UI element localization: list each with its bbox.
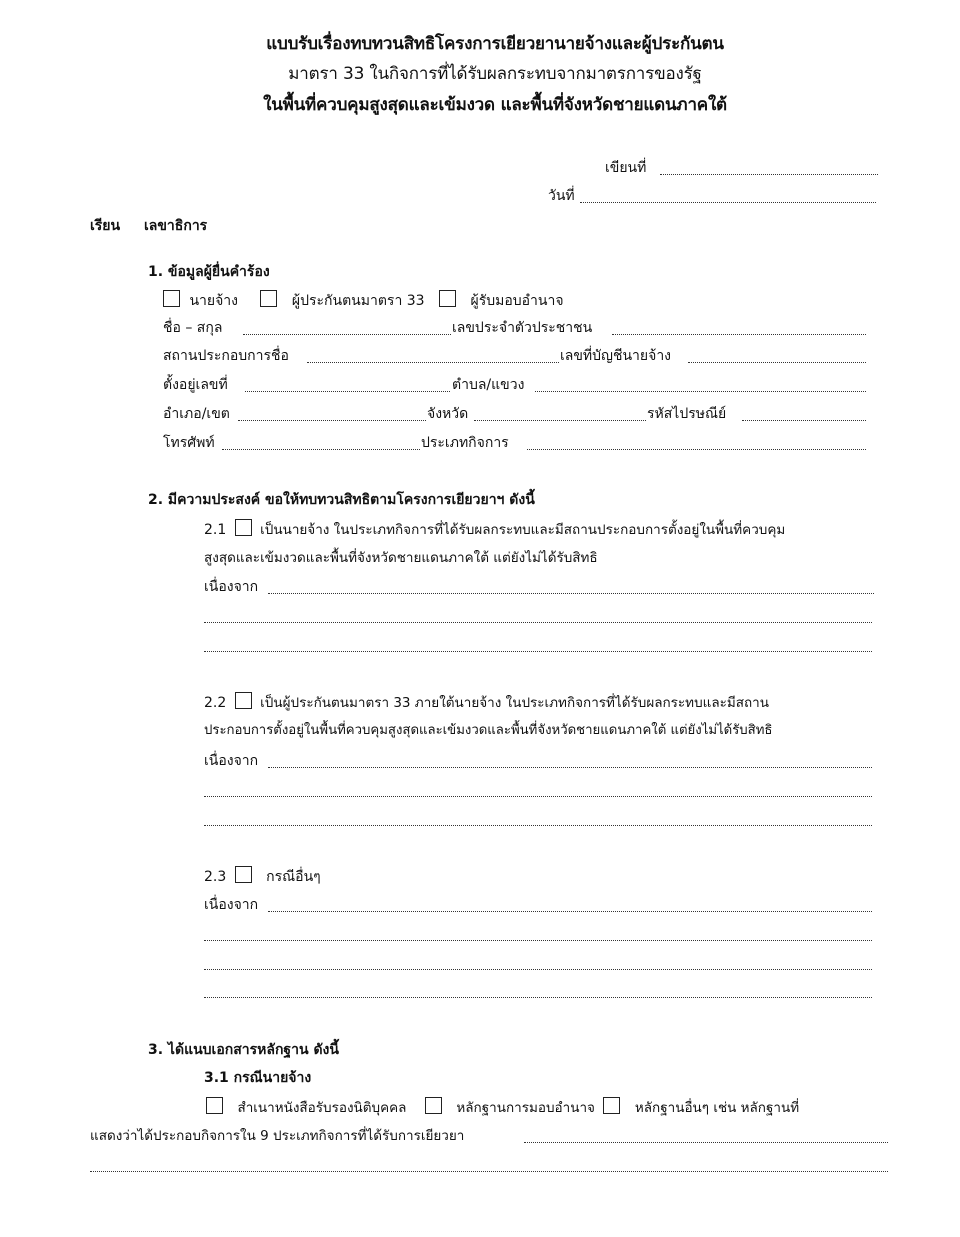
document-other-evidence-label: หลักฐานอื่นๆ เช่น หลักฐานที่	[634, 1100, 800, 1116]
date-label: วันที่	[548, 188, 575, 204]
checkbox-insured-section-33[interactable]	[260, 290, 277, 307]
business-name-input[interactable]	[307, 362, 559, 363]
option-2-2-number: 2.2	[204, 695, 227, 711]
section-2-heading: 2. มีความประสงค์ ขอให้ทบทวนสิทธิตามโครงการเยียวยาฯ ดังนี้	[148, 492, 535, 508]
option-2-1-reason-input-3[interactable]	[204, 651, 872, 652]
checkbox-authorized-representative[interactable]	[439, 290, 456, 307]
form-title-line-1: แบบรับเรื่องทบทวนสิทธิโครงการเยียวยานายจ้างและผู้ประกันตน	[266, 34, 724, 54]
salutation-label: เรียน	[90, 218, 121, 234]
subdistrict-input[interactable]	[535, 391, 866, 392]
postcode-input[interactable]	[742, 420, 866, 421]
address-number-input[interactable]	[245, 391, 450, 392]
written-at-field	[605, 158, 646, 178]
name-label: ชื่อ – สกุล	[163, 320, 223, 336]
applicant-type-insured-label: ผู้ประกันตนมาตรา 33	[291, 293, 425, 309]
checkbox-option-2-2[interactable]	[235, 692, 252, 709]
other-evidence-input-1[interactable]	[524, 1142, 888, 1143]
salutation-recipient: เลขาธิการ	[144, 218, 208, 234]
option-2-1-because-label: เนื่องจาก	[204, 579, 259, 595]
date-field	[548, 186, 575, 206]
checkbox-company-certificate[interactable]	[206, 1097, 223, 1114]
section-1-heading: 1. ข้อมูลผู้ยื่นคำร้อง	[148, 264, 270, 280]
checkbox-other-evidence[interactable]	[603, 1097, 620, 1114]
form-title-line-3: ในพื้นที่ควบคุมสูงสุดและเข้มงวด และพื้นที่จังหวัดชายแดนภาคใต้	[263, 95, 727, 115]
document-power-of-attorney-label: หลักฐานการมอบอำนาจ	[456, 1100, 595, 1116]
citizen-id-input[interactable]	[612, 334, 866, 335]
option-2-2-because-label: เนื่องจาก	[204, 753, 259, 769]
option-2-3-reason-input-1[interactable]	[268, 911, 872, 912]
employer-account-input[interactable]	[688, 362, 866, 363]
business-type-input[interactable]	[527, 449, 866, 450]
option-2-3-text: กรณีอื่นๆ	[266, 869, 321, 885]
applicant-type-employer-label: นายจ้าง	[189, 293, 238, 309]
address-number-label: ตั้งอยู่เลขที่	[163, 377, 228, 393]
postcode-label: รหัสไปรษณีย์	[647, 406, 727, 422]
option-2-1-reason-input-1[interactable]	[268, 593, 874, 594]
option-2-3-number: 2.3	[204, 869, 227, 885]
employer-documents-continuation: แสดงว่าได้ประกอบกิจการใน 9 ประเภทกิจการที่ได้รับการเยียวยา	[90, 1128, 465, 1144]
province-input[interactable]	[474, 420, 646, 421]
option-2-3-row	[204, 866, 321, 887]
applicant-type-row	[163, 290, 564, 311]
checkbox-employer[interactable]	[163, 290, 180, 307]
phone-input[interactable]	[222, 449, 420, 450]
option-2-2-row	[204, 692, 769, 713]
option-2-2-text-continued: ประกอบการตั้งอยู่ในพื้นที่ควบคุมสูงสุดและเข้มงวดและพื้นที่จังหวัดชายแดนภาคใต้ แต่ยังไม่ได้รับสิทธิ	[204, 723, 773, 738]
checkbox-option-2-3[interactable]	[235, 866, 252, 883]
other-evidence-input-2[interactable]	[90, 1171, 888, 1172]
document-company-certificate-label: สำเนาหนังสือรับรองนิติบุคคล	[237, 1100, 407, 1116]
checkbox-power-of-attorney[interactable]	[425, 1097, 442, 1114]
written-at-input[interactable]	[660, 174, 878, 175]
option-2-1-text-continued: สูงสุดและเข้มงวดและพื้นที่จังหวัดชายแดนภาคใต้ แต่ยังไม่ได้รับสิทธิ	[204, 550, 598, 566]
section-3-heading: 3. ได้แนบเอกสารหลักฐาน ดังนี้	[148, 1042, 339, 1058]
district-input[interactable]	[238, 420, 426, 421]
option-2-2-reason-input-2[interactable]	[204, 796, 872, 797]
section-3-1-heading: 3.1 กรณีนายจ้าง	[204, 1070, 312, 1086]
business-type-label: ประเภทกิจการ	[421, 435, 509, 451]
date-input[interactable]	[580, 202, 876, 203]
option-2-1-reason-input-2[interactable]	[204, 622, 872, 623]
employer-account-label: เลขที่บัญชีนายจ้าง	[560, 348, 672, 364]
business-name-label: สถานประกอบการชื่อ	[163, 348, 289, 364]
option-2-3-because-label: เนื่องจาก	[204, 897, 259, 913]
checkbox-option-2-1[interactable]	[235, 519, 252, 536]
applicant-type-representative-label: ผู้รับมอบอำนาจ	[470, 293, 564, 309]
form-title-line-2: มาตรา 33 ในกิจการที่ได้รับผลกระทบจากมาตรการของรัฐ	[288, 64, 702, 84]
written-at-label: เขียนที่	[605, 160, 647, 176]
phone-label: โทรศัพท์	[163, 435, 215, 451]
district-label: อำเภอ/เขต	[163, 406, 230, 422]
option-2-2-reason-input-1[interactable]	[268, 767, 872, 768]
citizen-id-label: เลขประจำตัวประชาชน	[452, 320, 593, 336]
subdistrict-label: ตำบล/แขวง	[452, 377, 525, 393]
province-label: จังหวัด	[427, 406, 469, 422]
option-2-1-row	[204, 519, 785, 540]
option-2-3-reason-input-4[interactable]	[204, 997, 872, 998]
option-2-3-reason-input-2[interactable]	[204, 940, 872, 941]
option-2-3-reason-input-3[interactable]	[204, 969, 872, 970]
name-input[interactable]	[243, 334, 451, 335]
option-2-2-reason-input-3[interactable]	[204, 825, 872, 826]
option-2-1-number: 2.1	[204, 522, 227, 538]
employer-documents-row	[206, 1097, 799, 1118]
option-2-2-text: เป็นผู้ประกันตนมาตรา 33 ภายใต้นายจ้าง ในประเภทกิจการที่ได้รับผลกระทบและมีสถาน	[260, 695, 769, 711]
option-2-1-text: เป็นนายจ้าง ในประเภทกิจการที่ได้รับผลกระทบและมีสถานประกอบการตั้งอยู่ในพื้นที่ควบคุม	[260, 522, 786, 538]
